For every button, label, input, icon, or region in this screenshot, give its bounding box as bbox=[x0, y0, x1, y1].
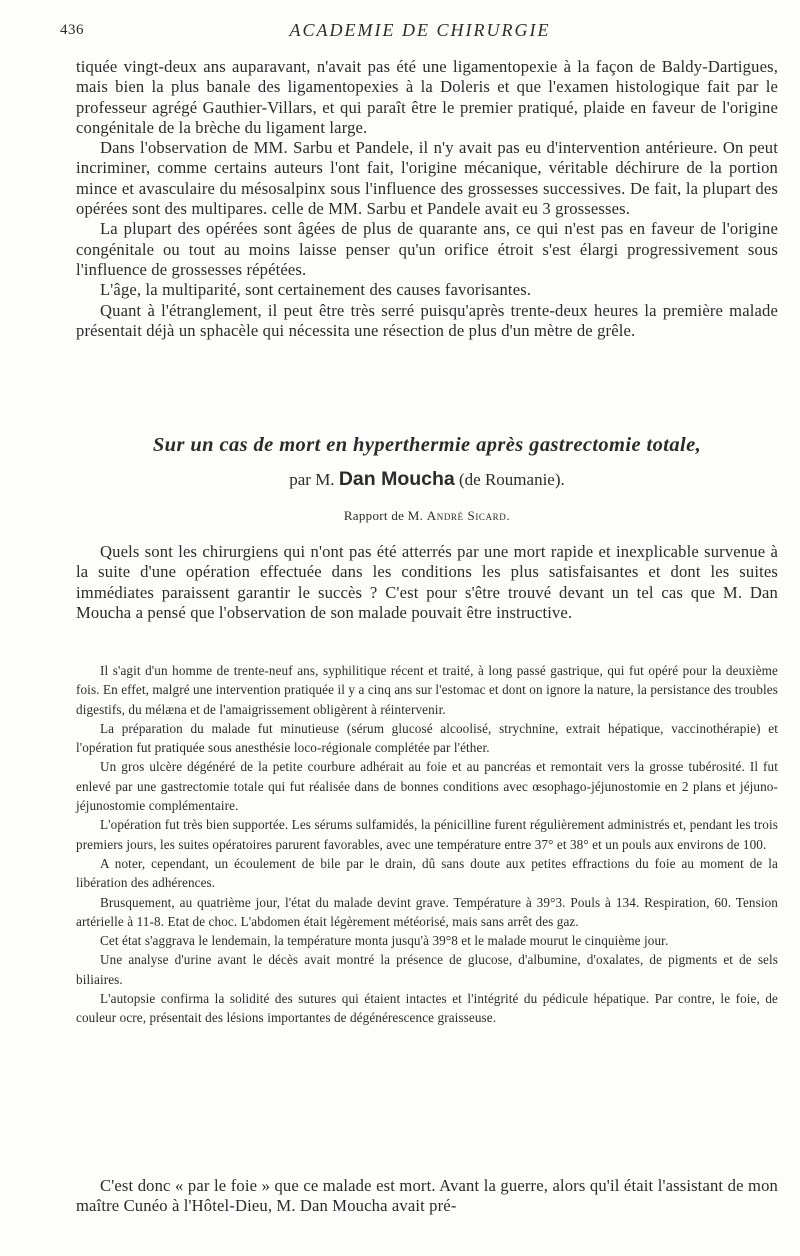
byline-suffix: (de Roumanie). bbox=[459, 470, 565, 489]
rapport-line bbox=[76, 508, 778, 524]
case-paragraph: Un gros ulcère dégénéré de la petite courbure adhérait au foie et au pancréas et remontait vers la grosse tubérosité. Il fut enlevé par une gastrectomie totale qui fut réalisée dans de bonnes conditions avec œsophago-jéjunostomie en 2 plans et jéjuno-jéjunostomie complémentaire. bbox=[76, 759, 778, 814]
article-title: Sur un cas de mort en hyperthermie après gastrectomie totale, bbox=[152, 434, 702, 456]
continued-text-block bbox=[76, 57, 778, 341]
case-paragraph: Cet état s'aggrava le lendemain, la température monta jusqu'à 39°8 et le malade mourut le cinquième jour. bbox=[100, 933, 669, 949]
case-report-block bbox=[76, 661, 778, 1028]
paragraph: tiquée vingt-deux ans auparavant, n'avait pas été une ligamentopexie à la façon de Baldy-Dartigues, mais bien la plus banale des ligamentopexies à la Doleris et que l'examen histologique fait par le professeur agrégé Gauthier-Villars, et qui paraît être le premier pratiqué, plaide en faveur de l'origine congénitale de la brèche du ligament large. bbox=[76, 57, 778, 137]
rapport-prefix: Rapport de M. bbox=[343, 508, 424, 523]
byline-prefix: par M. bbox=[289, 470, 335, 489]
paragraph: Quels sont les chirurgiens qui n'ont pas été atterrés par une mort rapide et inexplicable survenue à la suite d'une opération effectuée dans les conditions les plus satisfaisantes et dont les suites immédiates paraissent garantir le succès ? C'est pour s'être trouvé devant un tel cas que M. Dan Moucha a pensé que l'observation de son malade pouvait être instructive. bbox=[76, 542, 778, 622]
byline bbox=[76, 468, 778, 491]
paragraph: L'âge, la multiparité, sont certainement des causes favorisantes. bbox=[100, 280, 532, 300]
running-head bbox=[60, 20, 740, 41]
page-number: 436 bbox=[60, 22, 84, 38]
page-header bbox=[60, 20, 740, 44]
case-paragraph: Il s'agit d'un homme de trente-neuf ans, syphilitique récent et traité, à long passé gastrique, qui fut opéré pour la deuxième fois. En effet, malgré une intervention pratiquée il y a cinq ans sur l'estomac et dont on ignore la nature, la persistance des troubles digestifs, du mélæna et de l'amaigrissement obligèrent à réintervenir. bbox=[76, 663, 778, 717]
author-name: Dan Moucha bbox=[338, 468, 455, 490]
case-paragraph: L'opération fut très bien supportée. Les sérums sulfamidés, la pénicilline furent régulièrement administrés et, pendant les trois premiers jours, les suites opératoires parurent favorables, avec une température entre 37° et 38° et un pouls aux environs de 100. bbox=[76, 817, 778, 852]
paragraph: Quant à l'étranglement, il peut être très serré puisqu'après trente-deux heures la première malade présentait déjà un sphacèle qui nécessita une résection de plus d'un mètre de grêle. bbox=[76, 300, 778, 340]
paragraph: C'est donc « par le foie » que ce malade est mort. Avant la guerre, alors qu'il était l'assistant de mon maître Cunéo à l'Hôtel-Dieu, M. Dan Moucha avait pré- bbox=[76, 1176, 778, 1216]
rapporteur-name: André Sicard. bbox=[426, 508, 511, 523]
paragraph: La plupart des opérées sont âgées de plus de quarante ans, ce qui n'est pas en faveur de l'origine congénitale ou tout au moins laisse penser qu'un orifice étroit s'est élargi progressivement sous l'influence de grossesses répétées. bbox=[76, 219, 778, 279]
closing-text-block bbox=[76, 1176, 778, 1217]
paragraph: Dans l'observation de MM. Sarbu et Pandele, il n'y avait pas eu d'intervention antérieure. On peut incriminer, comme certains auteurs l'ont fait, l'origine mécanique, véritable déchirure de la portion mince et avasculaire du mésosalpinx sous l'influence des grossesses successives. De fait, la plupart des opérées sont des multipares. celle de MM. Sarbu et Pandele avait eu 3 grossesses. bbox=[76, 138, 778, 219]
case-paragraph: Brusquement, au quatrième jour, l'état du malade devint grave. Température à 39°3. Pouls à 134. Respiration, 60. Tension artérielle à 11-8. Etat de choc. L'abdomen était légèrement météorisé, mais sans arrêt des gaz. bbox=[76, 894, 778, 929]
case-paragraph: A noter, cependant, un écoulement de bile par le drain, dû sans doute aux petites effractions du foie au moment de la libération des adhérences. bbox=[76, 855, 778, 891]
running-head-text: ACADEMIE DE CHIRURGIE bbox=[289, 20, 551, 40]
case-paragraph: L'autopsie confirma la solidité des sutures qui étaient intactes et l'intégrité du pédicule hépatique. Par contre, le foie, de couleur ocre, présentait des lésions importantes de dégénérescence graisseuse. bbox=[76, 991, 778, 1026]
case-paragraph: La préparation du malade fut minutieuse (sérum glucosé alcoolisé, strychnine, extrait hépatique, vaccinothérapie) et l'opération fut pratiquée sous anesthésie loco-régionale complétée par l'éther. bbox=[76, 720, 778, 756]
case-paragraph: Une analyse d'urine avant le décès avait montré la présence de glucose, d'albumine, d'oxalates, de pigments et de sels biliaires. bbox=[76, 952, 778, 987]
intro-text-block bbox=[76, 542, 778, 623]
